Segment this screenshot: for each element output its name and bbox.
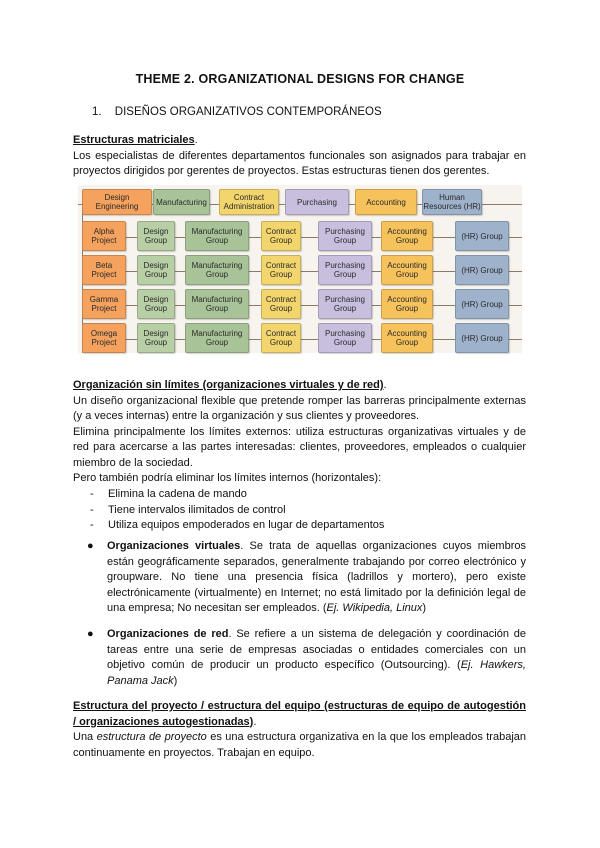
proyecto-heading: Estructura del proyecto / estructura del equipo (estructuras de equipo de autogestión / organizaciones autogestionadas) bbox=[73, 700, 526, 728]
group-cell: Design Group bbox=[137, 255, 175, 285]
project-omega: Omega Project bbox=[82, 323, 126, 353]
list-item: - Utiliza equipos empoderados en lugar de departamentos bbox=[90, 518, 384, 534]
project-beta: Beta Project bbox=[82, 255, 126, 285]
dept-accounting: Accounting bbox=[355, 189, 417, 215]
bullet-title: Organizaciones virtuales bbox=[107, 540, 241, 552]
group-cell: Contract Group bbox=[261, 289, 301, 319]
group-cell: Manufacturing Group bbox=[185, 221, 249, 251]
group-cell: Purchasing Group bbox=[318, 255, 372, 285]
proyecto-paragraph bbox=[73, 730, 526, 761]
list-item: - Elimina la cadena de mando bbox=[90, 487, 384, 503]
dept-contract-administration: Contract Administration bbox=[219, 189, 279, 215]
page-title: THEME 2. ORGANIZATIONAL DESIGNS FOR CHANGE bbox=[135, 72, 465, 86]
bullet-dot-icon: ● bbox=[87, 628, 94, 640]
dept-purchasing: Purchasing bbox=[285, 189, 349, 215]
group-cell: Purchasing Group bbox=[318, 289, 372, 319]
matricial-block bbox=[73, 133, 526, 180]
group-cell: (HR) Group bbox=[455, 289, 509, 319]
group-cell: Contract Group bbox=[261, 323, 301, 353]
group-cell: Design Group bbox=[137, 221, 175, 251]
sinlimites-p3: Pero también podría eliminar los límites internos (horizontales): bbox=[73, 472, 382, 484]
list-item: - Tiene intervalos ilimitados de control bbox=[90, 503, 384, 519]
heading-period: . bbox=[383, 379, 387, 391]
group-cell: (HR) Group bbox=[455, 323, 509, 353]
paragraph-text: es una estructura organizativa en la que los empleados trabajan continuamente en proyectos. Trabajan en equipo. bbox=[73, 731, 526, 759]
matrix-structure-figure bbox=[78, 185, 522, 353]
group-cell: Accounting Group bbox=[381, 221, 433, 251]
group-cell: Manufacturing Group bbox=[185, 323, 249, 353]
group-cell: Design Group bbox=[137, 323, 175, 353]
group-cell: Accounting Group bbox=[381, 255, 433, 285]
project-alpha: Alpha Project bbox=[82, 221, 126, 251]
bullet-dot-icon: ● bbox=[87, 540, 94, 552]
bullet-examples: Ej. Wikipedia, Linux bbox=[326, 602, 423, 614]
section-number: 1. bbox=[92, 106, 102, 118]
group-cell: Accounting Group bbox=[381, 323, 433, 353]
group-cell: Manufacturing Group bbox=[185, 255, 249, 285]
group-cell: Accounting Group bbox=[381, 289, 433, 319]
dept-manufacturing: Manufacturing bbox=[153, 189, 210, 215]
section-title: DISEÑOS ORGANIZATIVOS CONTEMPORÁNEOS bbox=[114, 106, 382, 118]
matricial-paragraph: Los especialistas de diferentes departamentos funcionales son asignados para trabajar en proyectos dirigidos por gerentes de proyectos. Estas estructuras tienen dos gerentes. bbox=[73, 149, 526, 177]
group-cell: Purchasing Group bbox=[318, 323, 372, 353]
group-cell: (HR) Group bbox=[455, 221, 509, 251]
heading-period: . bbox=[194, 134, 198, 146]
bullet-text: . Se trata de aquellas organizaciones cuyos miembros están geográficamente separados, generalmente trabajando por correo electrónico y groupware. No tiene una presencia física (ladrillos y mortero), pero existe electrónicamente (virtualmente) en Internet; no está limitado por la definición legal de una empresa; No necesitan ser empleados. ( bbox=[107, 540, 526, 614]
sinlimites-p1: Un diseño organizacional flexible que pretende romper las barreras principalmente externas (y a veces internas) entre la organización y sus clientes y proveedores. bbox=[73, 394, 526, 422]
bullet-close: ) bbox=[173, 674, 178, 687]
dept-design-engineering: Design Engineering bbox=[82, 189, 152, 215]
group-cell: Manufacturing Group bbox=[185, 289, 249, 319]
group-cell: Purchasing Group bbox=[318, 221, 372, 251]
list-item-text: Elimina la cadena de mando bbox=[108, 488, 247, 500]
list-item-text: Tiene intervalos ilimitados de control bbox=[108, 503, 286, 516]
project-gamma: Gamma Project bbox=[82, 289, 126, 319]
paragraph-italic: estructura de proyecto bbox=[96, 731, 207, 743]
group-cell: Contract Group bbox=[261, 221, 301, 251]
sinlimites-p2: Elimina principalmente los límites externos: utiliza estructuras organizativas virtuales y de red para acercarse a las partes interesadas: clientes, proveedores, empleados o cualquier miembro de la sociedad. bbox=[73, 425, 526, 469]
group-cell: Design Group bbox=[137, 289, 175, 319]
group-cell: Contract Group bbox=[261, 255, 301, 285]
bullet-text: . Se refiere a un sistema de delegación y coordinación de tareas entre una serie de empresas asociadas o entidades comerciales con un objetivo común de producir un producto específico (Outsourcing). ( bbox=[107, 628, 527, 671]
matricial-heading: Estructuras matriciales bbox=[73, 134, 195, 146]
sinlimites-heading: Organización sin límites (organizaciones virtuales y de red) bbox=[73, 379, 384, 391]
sinlimites-block bbox=[73, 378, 526, 487]
proyecto-block bbox=[73, 699, 526, 761]
paragraph-text: Una bbox=[73, 731, 97, 743]
list-item-text: Utiliza equipos empoderados en lugar de departamentos bbox=[108, 519, 385, 531]
bullet-title: Organizaciones de red bbox=[107, 628, 229, 640]
dept-human-resources: Human Resources (HR) bbox=[422, 189, 482, 215]
group-cell: (HR) Group bbox=[455, 255, 509, 285]
dash-list bbox=[90, 487, 384, 534]
section-heading bbox=[92, 106, 382, 118]
bullet-virtual bbox=[87, 539, 526, 617]
bullet-close: ) bbox=[422, 602, 427, 614]
bullet-examples: Ej. Hawkers, Panama Jack bbox=[107, 659, 526, 687]
bullet-red bbox=[87, 627, 527, 689]
heading-period: . bbox=[253, 715, 257, 728]
